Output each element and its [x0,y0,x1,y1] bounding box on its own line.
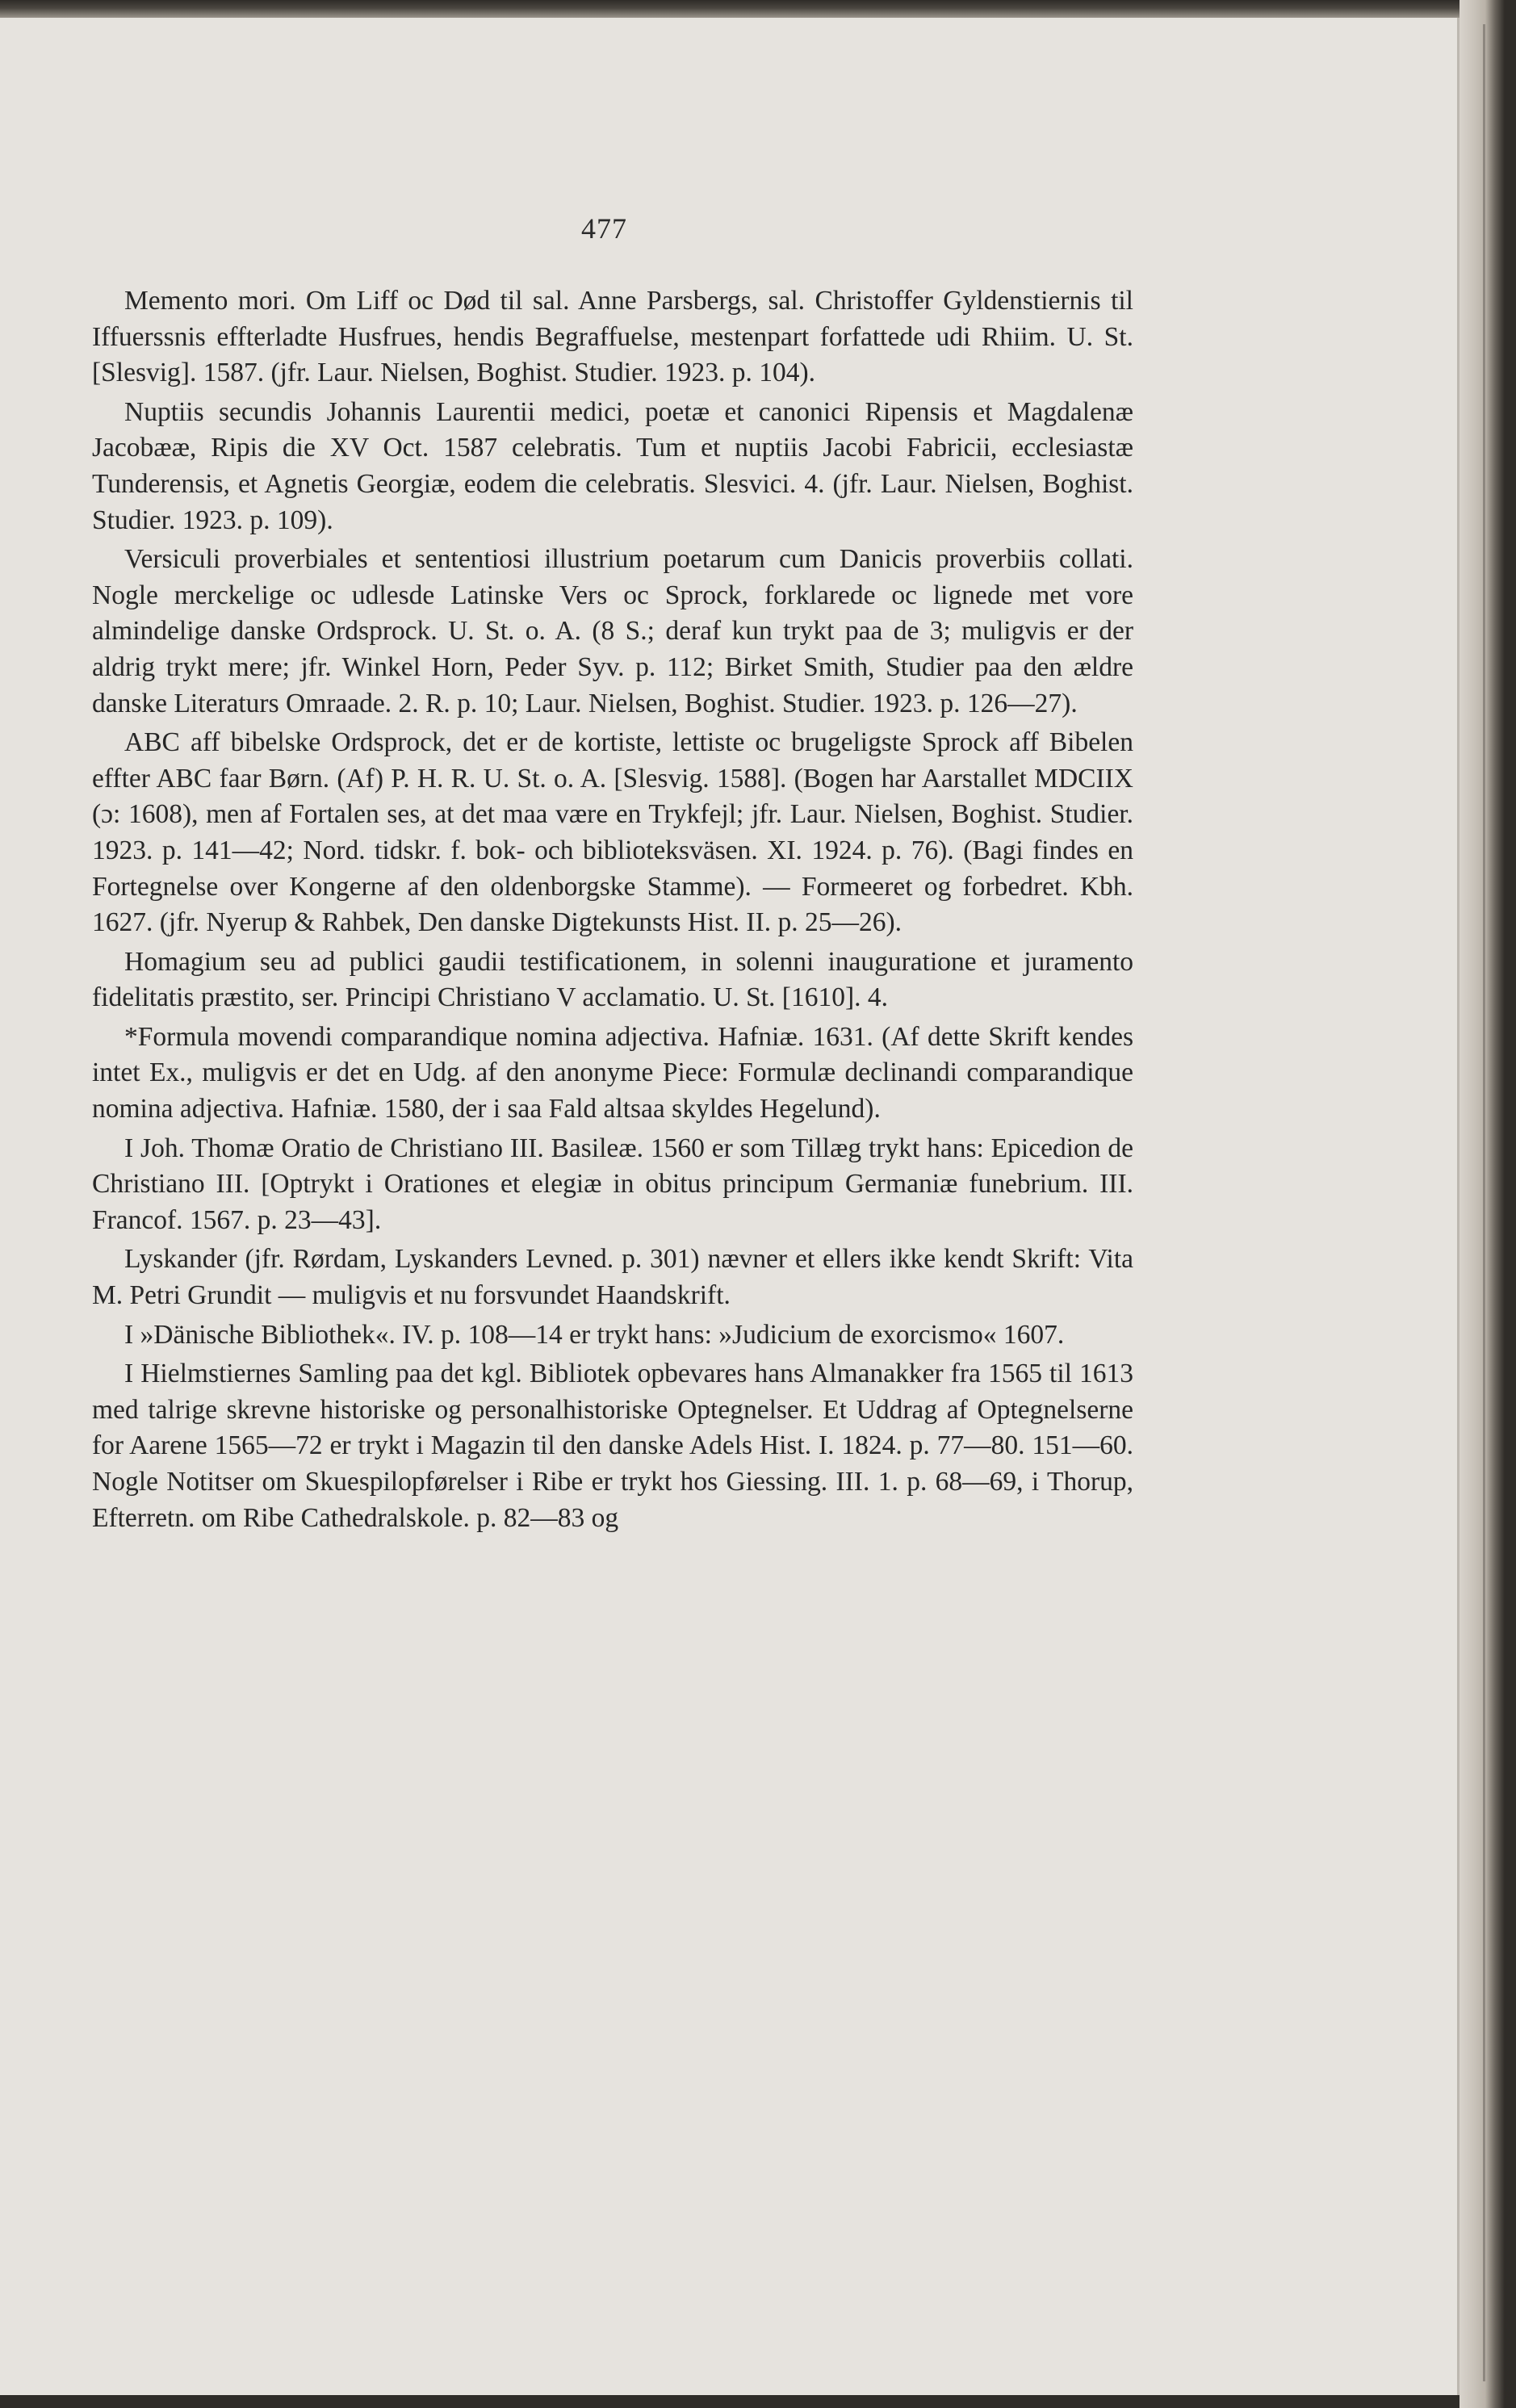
bibliography-entry: I Hielmstiernes Samling paa det kgl. Bibliotek opbevares hans Almanakker fra 1565 til 1613 med talrige skrevne historiske og personalhistoriske Optegnelser. Et Uddrag af Optegnelserne for Aarene 1565—72 er trykt i Magazin til den danske Adels Hist. I. 1824. p. 77—80. 151—60. Nogle Notitser om Skuespilopførelser i Ribe er trykt hos Giessing. III. 1. p. 68—69, i Thorup, Efterretn. om Ribe Cathedralskole. p. 82—83 og [92,1359,1133,1533]
bibliography-entry: Memento mori. Om Liff oc Død til sal. Anne Parsbergs, sal. Christoffer Gyldenstiernis til Iffuerssnis effterladte Husfrues, hendis Begraffuelse, mestenpart forfattede udi Rhiim. U. St. [Slesvig]. 1587. (jfr. Laur. Nielsen, Boghist. Studier. 1923. p. 104). [92,286,1133,388]
book-edge-line [1483,24,1485,2381]
bibliography-entry: I »Dänische Bibliothek«. IV. p. 108—14 er trykt hans: »Judicium de exorcismo« 1607. [124,1319,1065,1350]
bibliography-entry: *Formula movendi comparandique nomina adjectiva. Hafniæ. 1631. (Af dette Skrift kendes intet Ex., muligvis er det en Udg. af den anonyme Piece: Formulæ declinandi comparandique nomina adjectiva. Hafniæ. 1580, der i saa Fald altsaa skyldes Hegelund). [92,1021,1133,1124]
bibliography-entry: Lyskander (jfr. Rørdam, Lyskanders Levned. p. 301) nævner et ellers ikke kendt Skrift: Vita M. Petri Grundit — muligvis et nu forsvundet Haandskrift. [92,1244,1133,1311]
book-page [0,18,1459,2395]
bibliography-entry: I Joh. Thomæ Oratio de Christiano III. Basileæ. 1560 er som Tillæg trykt hans: Epicedion de Christiano III. [Optrykt i Orationes et elegiæ in obitus principum Germaniæ funebrium. III. Francof. 1567. p. 23—43]. [92,1133,1133,1235]
book-edge [1459,0,1516,2408]
bibliography-entry: Versiculi proverbiales et sententiosi illustrium poetarum cum Danicis proverbiis collati. Nogle merckelige oc udlesde Latinske Vers oc Sprock, forklarede oc lignede met vore almindelige danske Ordsprock. U. St. o. A. (8 S.; deraf kun trykt paa de 3; muligvis er der aldrig trykt mere; jfr. Winkel Horn, Peder Syv. p. 112; Birket Smith, Studier paa den ældre danske Literaturs Omraade. 2. R. p. 10; Laur. Nielsen, Boghist. Studier. 1923. p. 126—27). [92,544,1133,718]
bibliography-entry: Homagium seu ad publici gaudii testificationem, in solenni inauguratione et juramento fidelitatis præstito, ser. Principi Christiano V acclamatio. U. St. [1610]. 4. [92,946,1133,1013]
bibliography-entry: Nuptiis secundis Johannis Laurentii medici, poetæ et canonici Ripensis et Magdalenæ Jacobææ, Ripis die XV Oct. 1587 celebratis. Tum et nuptiis Jacobi Fabricii, ecclesiastæ Tunderensis, et Agnetis Georgiæ, eodem die celebratis. Slesvici. 4. (jfr. Laur. Nielsen, Boghist. Studier. 1923. p. 109). [92,396,1133,535]
page-text [92,283,1133,1539]
bibliography-entry: ABC aff bibelske Ordsprock, det er de kortiste, lettiste oc brugeligste Sprock aff Bibelen effter ABC faar Børn. (Af) P. H. R. U. St. o. A. [Slesvig. 1588]. (Bogen har Aarstallet MDCIIX (ɔ: 1608), men af Fortalen ses, at det maa være en Trykfejl; jfr. Laur. Nielsen, Boghist. Studier. 1923. p. 141—42; Nord. tidskr. f. bok- och biblioteksväsen. XI. 1924. p. 76). (Bagi findes en Fortegnelse over Kongerne af den oldenborgske Stamme). — Formeeret og forbedret. Kbh. 1627. (jfr. Nyerup & Rahbek, Den danske Digtekunsts Hist. II. p. 25—26). [92,727,1133,938]
page-number: 477 [581,212,627,245]
scan-top-shadow [0,0,1516,18]
